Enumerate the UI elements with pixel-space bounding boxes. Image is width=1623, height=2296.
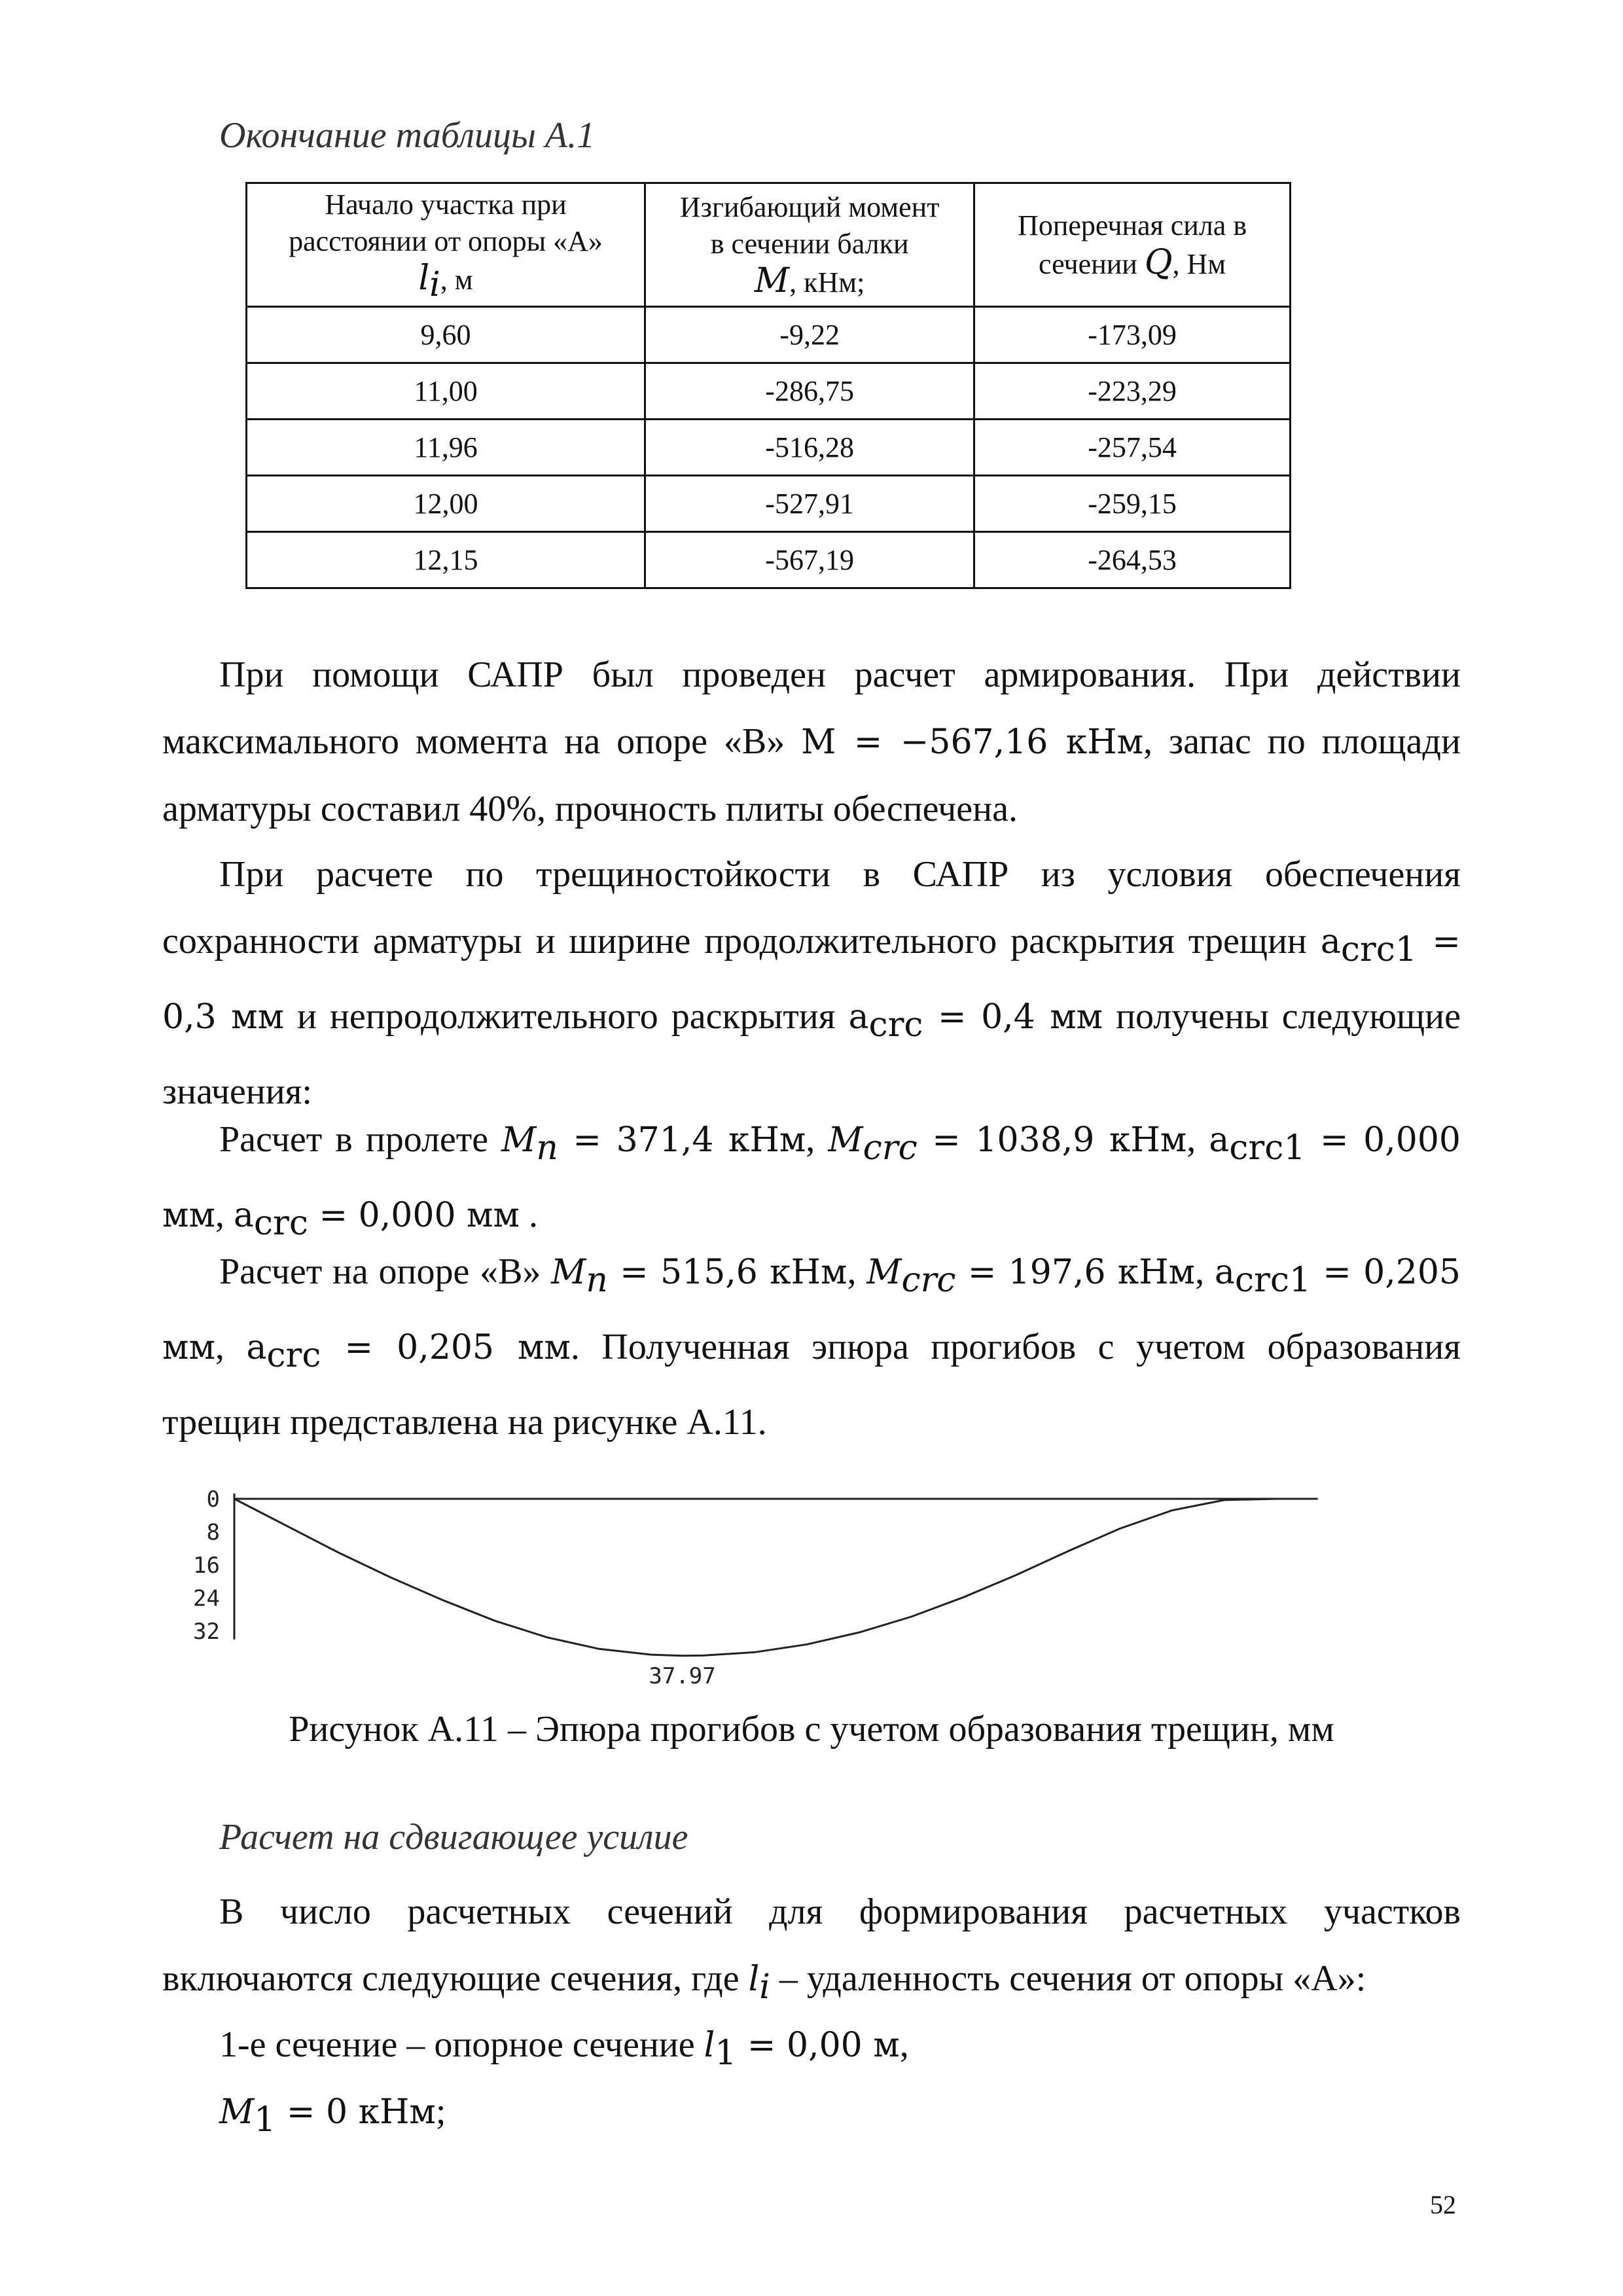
table-row bbox=[247, 476, 1291, 532]
header-moment: Изгибающий момент в сечении балки M, кНм; bbox=[645, 183, 974, 307]
table-cell: -257,54 bbox=[974, 420, 1291, 476]
paragraph-reinforcement: При помощи САПР был проведен расчет армирования. При действии максимального момента на опоре «В» М = −567,16 кНм, запас по площади арматуры составил 40%, прочность плиты обеспечена. bbox=[162, 655, 1461, 829]
table-cell: 11,00 bbox=[247, 363, 645, 420]
table-cell: 12,00 bbox=[247, 476, 645, 532]
table-row bbox=[247, 363, 1291, 420]
max-deflection-label: 37.97 bbox=[649, 1662, 716, 1689]
table-cell: -527,91 bbox=[645, 476, 974, 532]
table-cell: -264,53 bbox=[974, 532, 1291, 588]
page-number: 52 bbox=[1430, 2190, 1456, 2219]
table-cell: -286,75 bbox=[645, 363, 974, 420]
data-table bbox=[245, 182, 1291, 589]
table-caption: Окончание таблицы А.1 bbox=[219, 115, 596, 156]
header-distance: Начало участка при расстоянии от опоры «А» $l_i$, м bbox=[247, 183, 645, 307]
y-tick-label: 32 bbox=[193, 1619, 220, 1645]
table-cell: 9,60 bbox=[247, 307, 645, 363]
table-row bbox=[247, 307, 1291, 363]
paragraph-span-calc: Расчет в пролете $M_n = 371,4$ кНм, $M_{crc} = 1038,9$ кНм, $a_{crc1} = 0,000$ мм, $a_{crc} = 0,000$ мм . bbox=[162, 1119, 1461, 1244]
deflection-chart bbox=[164, 1466, 1342, 1689]
section-title: Расчет на сдвигающее усилие bbox=[219, 1817, 688, 1857]
table-row bbox=[247, 420, 1291, 476]
y-tick-label: 8 bbox=[206, 1519, 220, 1546]
table-cell: -259,15 bbox=[974, 476, 1291, 532]
y-tick-label: 16 bbox=[193, 1552, 220, 1579]
paragraph-sections: В число расчетных сечений для формирования расчетных участков включаются следующие сечения, где $l_i$ – удаленность сечения от опоры «А»: bbox=[162, 1892, 1461, 2007]
table-cell: -173,09 bbox=[974, 307, 1291, 363]
paragraph-section-1: 1-е сечение – опорное сечение $l_1 = 0,00$ м, bbox=[219, 2024, 909, 2073]
y-tick-labels bbox=[193, 1486, 220, 1645]
paragraph-crack-resistance: При расчете по трещиностойкости в САПР из условия обеспечения сохранности арматуры и ширине продолжительного раскрытия трещин $a_{crc1} = 0,3$ мм и непродолжительного раскрытия $a_{crc} = 0,4$ мм получены следующие значения: bbox=[162, 854, 1461, 1113]
header-shear: Поперечная сила в сечении Q, Нм bbox=[974, 183, 1291, 307]
table-cell: -9,22 bbox=[645, 307, 974, 363]
table-cell: -567,19 bbox=[645, 532, 974, 588]
table-cell: 12,15 bbox=[247, 532, 645, 588]
figure-caption: Рисунок А.11 – Эпюра прогибов с учетом образования трещин, мм bbox=[289, 1709, 1334, 1749]
table-header-row bbox=[247, 183, 1291, 307]
deflection-curve bbox=[234, 1499, 1276, 1656]
paragraph-support-calc: Расчет на опоре «В» $M_n = 515,6$ кНм, $M_{crc} = 197,6$ кНм, $a_{crc1} = 0,205$ мм, $a_{crc} = 0,205$ мм. Полученная эпюра прогибов с учетом образования трещин представлена на рисунке А.11. bbox=[162, 1251, 1461, 1443]
paragraph-moment-1: $M_1 = 0$ кНм; bbox=[219, 2091, 446, 2140]
table-cell: 11,96 bbox=[247, 420, 645, 476]
table-row bbox=[247, 532, 1291, 588]
y-tick-label: 0 bbox=[206, 1486, 220, 1513]
y-tick-label: 24 bbox=[193, 1585, 220, 1612]
table-cell: -516,28 bbox=[645, 420, 974, 476]
table-cell: -223,29 bbox=[974, 363, 1291, 420]
